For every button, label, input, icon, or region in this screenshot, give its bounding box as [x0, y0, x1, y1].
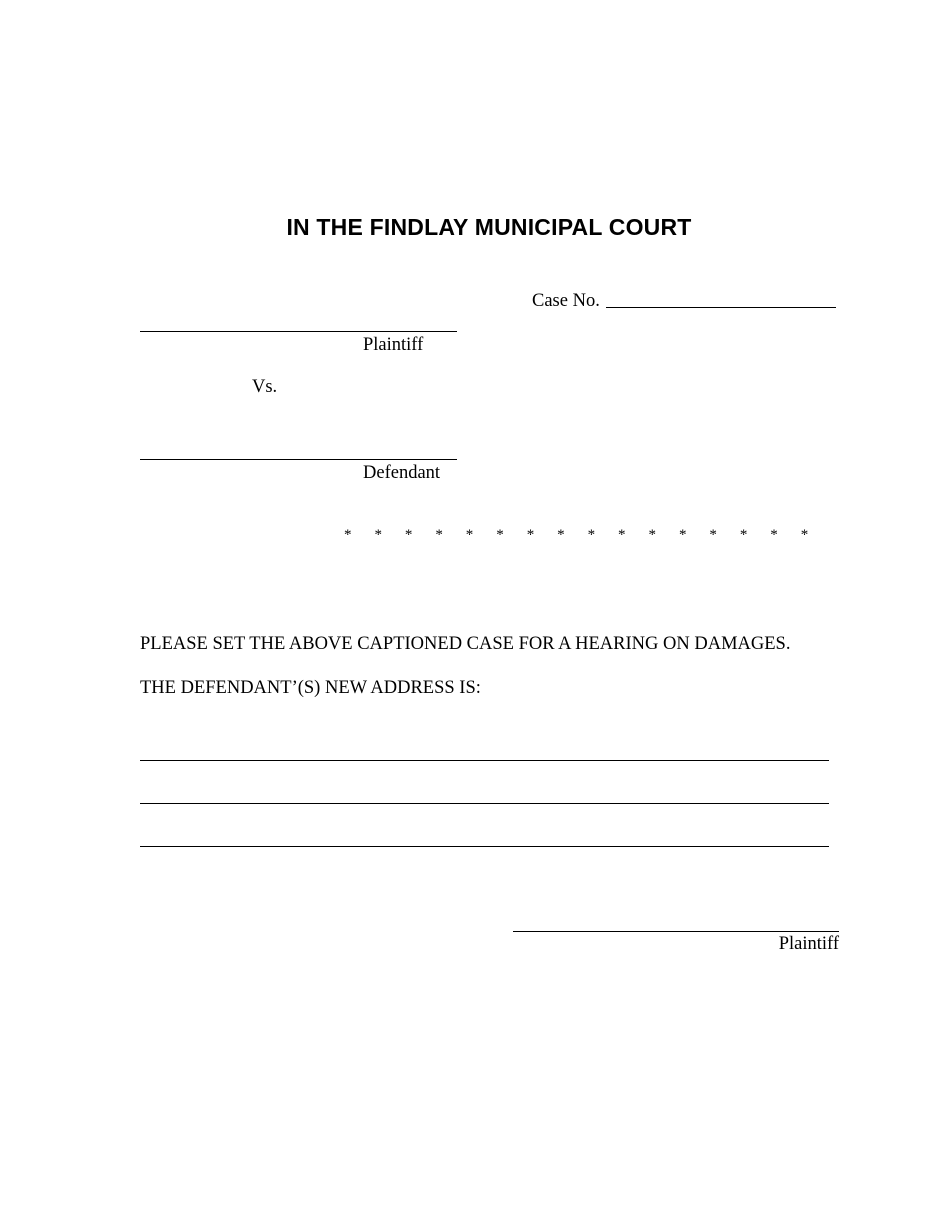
court-title: IN THE FINDLAY MUNICIPAL COURT [286, 214, 692, 240]
asterisk-separator: * * * * * * * * * * * * * * * * [344, 527, 818, 543]
plaintiff-label: Plaintiff [363, 335, 424, 355]
address-line-2[interactable] [140, 803, 829, 804]
address-line-3[interactable] [140, 846, 829, 847]
plaintiff-signature-line[interactable] [513, 931, 839, 932]
defendant-label: Defendant [363, 463, 441, 483]
plaintiff-name-line[interactable] [140, 331, 457, 332]
case-number-label: Case No. [532, 291, 600, 311]
case-number-field [532, 291, 836, 312]
hearing-request-text: PLEASE SET THE ABOVE CAPTIONED CASE FOR A HEARING ON DAMAGES. [140, 634, 791, 654]
defendant-name-line[interactable] [140, 459, 457, 460]
address-line-1[interactable] [140, 760, 829, 761]
new-address-label: THE DEFENDANT’(S) NEW ADDRESS IS: [140, 678, 481, 698]
versus-label: Vs. [252, 377, 278, 397]
signature-plaintiff-label: Plaintiff [778, 934, 839, 954]
case-number-blank[interactable] [606, 291, 836, 308]
